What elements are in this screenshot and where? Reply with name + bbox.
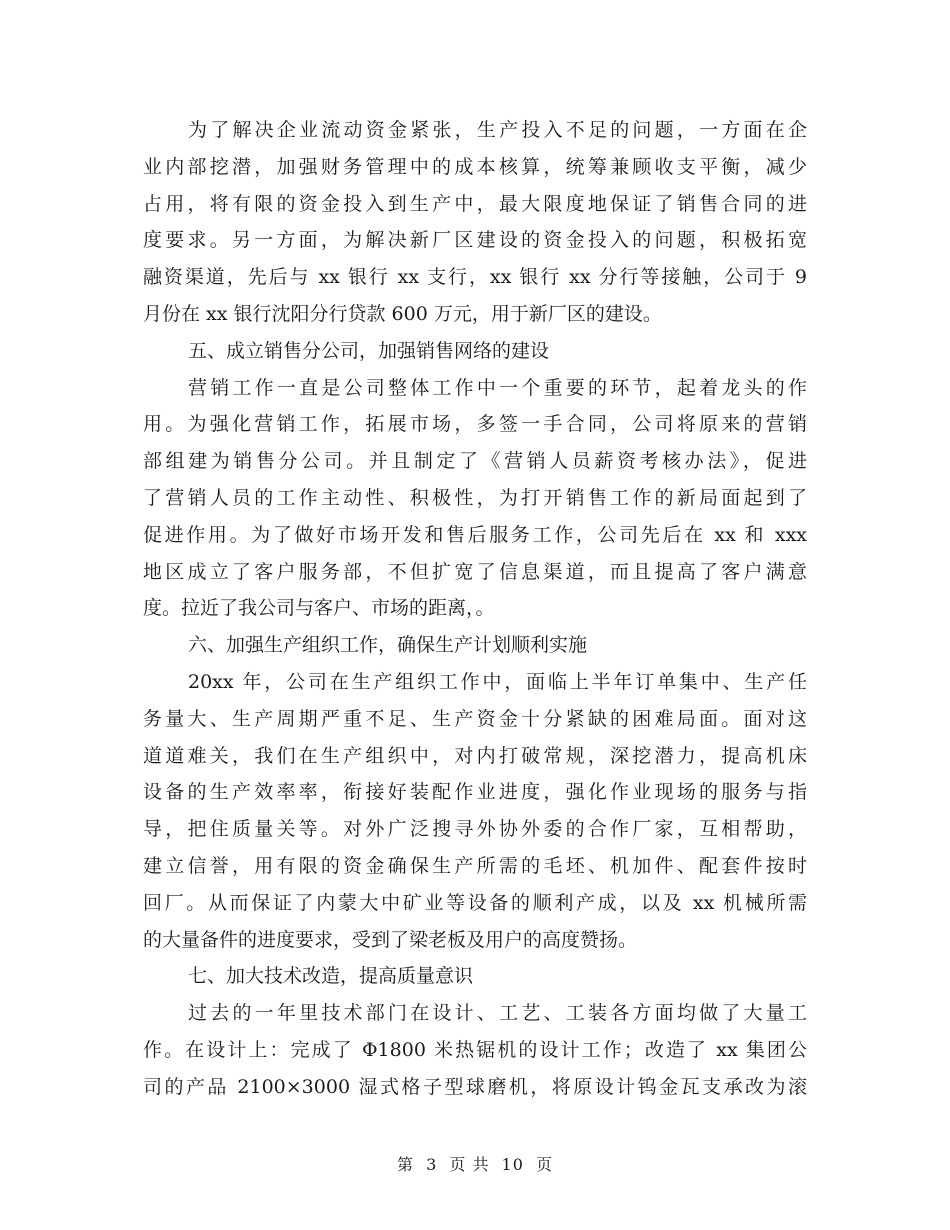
footer-page-number: 3	[426, 1155, 438, 1174]
text-line: 度。拉近了我公司与客户、市场的距离，。	[143, 597, 495, 620]
text-line: 地区成立了客户服务部，不但扩宽了信息渠道，而且提高了客户满意	[143, 560, 807, 583]
text-line: 部组建为销售分公司。并且制定了《营销人员薪资考核办法》，促进	[143, 450, 807, 473]
text-line: 营销工作一直是公司整体工作中一个重要的环节，起着龙头的作	[188, 376, 807, 399]
text-line: 作。在设计上：完成了 Φ1800 米热锯机的设计工作；改造了 xx 集团公	[143, 1038, 807, 1061]
document-body	[143, 112, 807, 1106]
text-line: 设备的生产效率率，衔接好装配作业进度，强化作业现场的服务与指	[143, 781, 807, 804]
text-line: 20xx 年，公司在生产组织工作中，面临上半年订单集中、生产任	[188, 670, 807, 693]
text-line: 道道难关，我们在生产组织中，对内打破常规，深挖潜力，提高机床	[143, 744, 807, 767]
text-line: 务量大、生产周期严重不足、生产资金十分紧缺的困难局面。面对这	[143, 707, 807, 730]
text-line: 回厂。从而保证了内蒙大中矿业等设备的顺利产成，以及 xx 机械所需	[143, 891, 807, 914]
footer-middle: 页 共	[449, 1155, 490, 1174]
text-line: 建立信誉，用有限的资金确保生产所需的毛坯、机加件、配套件按时	[143, 854, 807, 877]
text-line: 度要求。另一方面，为解决新厂区建设的资金投入的问题，积极拓宽	[143, 229, 807, 252]
text-line: 业内部挖潜，加强财务管理中的成本核算，统筹兼顾收支平衡，减少	[143, 155, 807, 178]
text-line: 六、加强生产组织工作，确保生产计划顺利实施	[188, 634, 588, 657]
footer-prefix: 第	[396, 1155, 414, 1174]
text-line: 导，把住质量关等。对外广泛搜寻外协外委的合作厂家，互相帮助，	[143, 818, 807, 841]
text-line: 五、成立销售分公司，加强销售网络的建设	[188, 339, 550, 362]
text-line: 月份在 xx 银行沈阳分行贷款 600 万元，用于新厂区的建设。	[143, 302, 662, 325]
text-line: 七、加大技术改造，提高质量意识	[188, 965, 474, 988]
footer-total-pages: 10	[501, 1155, 524, 1174]
text-line: 过去的一年里技术部门在设计、工艺、工装各方面均做了大量工	[188, 1002, 807, 1025]
text-line: 占用，将有限的资金投入到生产中，最大限度地保证了销售合同的进	[143, 192, 807, 215]
page-footer	[0, 1152, 950, 1175]
text-line: 为了解决企业流动资金紧张，生产投入不足的问题，一方面在企	[188, 119, 807, 141]
text-line: 促进作用。为了做好市场开发和售后服务工作，公司先后在 xx 和 xxx	[143, 523, 807, 546]
footer-suffix: 页	[536, 1155, 554, 1174]
text-line: 的大量备件的进度要求，受到了梁老板及用户的高度赞扬。	[143, 928, 638, 951]
text-line: 用。为强化营销工作，拓展市场，多签一手合同，公司将原来的营销	[143, 413, 807, 436]
text-line: 融资渠道，先后与 xx 银行 xx 支行，xx 银行 xx 分行等接触，公司于 9	[143, 266, 807, 289]
text-line: 司的产品 2100×3000 湿式格子型球磨机，将原设计钨金瓦支承改为滚	[143, 1075, 807, 1098]
text-line: 了营销人员的工作主动性、积极性，为打开销售工作的新局面起到了	[143, 486, 807, 509]
